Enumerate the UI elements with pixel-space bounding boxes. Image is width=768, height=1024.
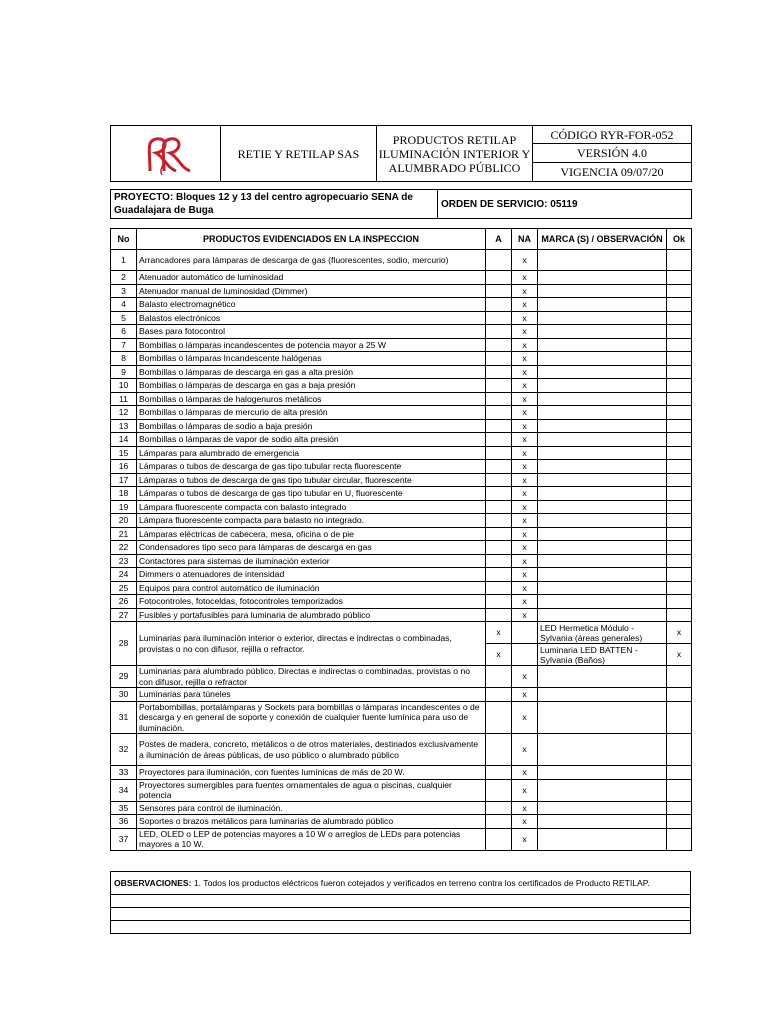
brand-observation (538, 595, 667, 609)
table-row (111, 419, 692, 433)
row-description: Atenuador automático de luminosidad (137, 271, 486, 285)
brand-observation (538, 311, 667, 325)
mark-a (486, 392, 512, 406)
header-ok: Ok (667, 229, 692, 250)
row-description: Bombillas o lámparas de mercurio de alta presión (137, 406, 486, 420)
row-number: 23 (111, 554, 137, 568)
brand-observation (538, 365, 667, 379)
mark-a: x (486, 644, 512, 666)
mark-a (486, 298, 512, 312)
mark-a (486, 608, 512, 622)
row-description: Lámparas o tubos de descarga de gas tipo tubular circular, fluorescente (137, 473, 486, 487)
row-number: 29 (111, 666, 137, 688)
brand-observation (538, 608, 667, 622)
brand-observation (538, 419, 667, 433)
row-number: 34 (111, 779, 137, 801)
observations-blank-line (111, 921, 691, 934)
document-code: CÓDIGO RYR-FOR-052 (533, 126, 692, 144)
observations-line (111, 872, 691, 895)
row-description: LED, OLED o LEP de potencias mayores a 10 W o arreglos de LEDs para potencias mayores a 10 W. (137, 828, 486, 850)
table-row (111, 325, 692, 339)
row-description: Fusibles y portafusibles para luminaria de alumbrado público (137, 608, 486, 622)
mark-na (512, 622, 538, 644)
mark-na: x (512, 815, 538, 829)
mark-a (486, 500, 512, 514)
mark-ok (667, 666, 692, 688)
table-row (111, 392, 692, 406)
mark-a (486, 473, 512, 487)
row-description: Condensadores tipo seco para lámparas de descarga en gas (137, 541, 486, 555)
mark-na: x (512, 460, 538, 474)
row-description: Lámpara fluorescente compacta con balasto integrado (137, 500, 486, 514)
table-row (111, 581, 692, 595)
mark-ok (667, 581, 692, 595)
row-number: 33 (111, 766, 137, 780)
mark-ok (667, 271, 692, 285)
header-products: PRODUCTOS EVIDENCIADOS EN LA INSPECCION (137, 229, 486, 250)
mark-ok (667, 298, 692, 312)
brand-observation (538, 487, 667, 501)
row-number: 28 (111, 622, 137, 666)
row-number: 4 (111, 298, 137, 312)
row-description: Sensores para control de iluminación. (137, 801, 486, 815)
mark-ok (667, 392, 692, 406)
table-row (111, 433, 692, 447)
mark-a (486, 766, 512, 780)
brand-observation (538, 250, 667, 271)
brand-observation (538, 734, 667, 766)
table-row (111, 500, 692, 514)
mark-na: x (512, 527, 538, 541)
table-row (111, 446, 692, 460)
mark-na: x (512, 433, 538, 447)
table-row (111, 352, 692, 366)
mark-na: x (512, 250, 538, 271)
row-number: 19 (111, 500, 137, 514)
table-row (111, 815, 692, 829)
brand-observation (538, 568, 667, 582)
mark-a (486, 688, 512, 702)
mark-ok: x (667, 644, 692, 666)
brand-observation (538, 766, 667, 780)
mark-a (486, 406, 512, 420)
brand-observation (538, 779, 667, 801)
document-validity: VIGENCIA 09/07/20 (533, 163, 692, 182)
brand-observation (538, 581, 667, 595)
brand-observation (538, 473, 667, 487)
mark-ok (667, 568, 692, 582)
mark-a (486, 446, 512, 460)
mark-na: x (512, 581, 538, 595)
mark-na: x (512, 541, 538, 555)
brand-observation (538, 500, 667, 514)
table-header-row (111, 229, 692, 250)
mark-na: x (512, 406, 538, 420)
row-description: Bombillas o lámparas de descarga en gas a alta presión (137, 365, 486, 379)
mark-ok (667, 338, 692, 352)
document-title: PRODUCTOS RETILAP ILUMINACIÓN INTERIOR Y ALUMBRADO PÚBLICO (377, 126, 533, 182)
mark-na: x (512, 608, 538, 622)
brand-observation (538, 801, 667, 815)
mark-na: x (512, 446, 538, 460)
row-number: 17 (111, 473, 137, 487)
row-description: Contactores para sistemas de iluminación exterior (137, 554, 486, 568)
table-row (111, 460, 692, 474)
row-number: 9 (111, 365, 137, 379)
row-description: Bombillas o lámparas de vapor de sodio alta presión (137, 433, 486, 447)
mark-ok (667, 815, 692, 829)
row-description: Portabombillas, portalámparas y Sockets para bombillas o lámparas incandescentes o de descarga y en general de soporte y conexión de cualquier fuente lumínica para uso de iluminación. (137, 701, 486, 734)
mark-na: x (512, 419, 538, 433)
rr-logo-icon (136, 131, 196, 177)
mark-a (486, 734, 512, 766)
mark-na (512, 644, 538, 666)
row-description: Bombillas o lámparas Incandescente halógenas (137, 352, 486, 366)
row-description: Luminarias para iluminación interior o exterior, directas e indirectas o combinadas, provistas o no con difusor, rejilla o refractor. (137, 622, 486, 666)
mark-ok (667, 734, 692, 766)
row-number: 25 (111, 581, 137, 595)
row-description: Soportes o brazos metálicos para luminarias de alumbrado público (137, 815, 486, 829)
row-number: 24 (111, 568, 137, 582)
observations-blank-line (111, 895, 691, 908)
table-row (111, 250, 692, 271)
table-row (111, 406, 692, 420)
table-row (111, 766, 692, 780)
row-description: Bombillas o lámparas de halogenuros metálicos (137, 392, 486, 406)
brand-observation (538, 379, 667, 393)
row-number: 11 (111, 392, 137, 406)
mark-a (486, 554, 512, 568)
table-row (111, 473, 692, 487)
row-number: 12 (111, 406, 137, 420)
brand-observation (538, 688, 667, 702)
mark-a (486, 352, 512, 366)
mark-ok (667, 541, 692, 555)
mark-na: x (512, 595, 538, 609)
company-logo (111, 126, 221, 182)
mark-na: x (512, 554, 538, 568)
row-number: 6 (111, 325, 137, 339)
mark-ok (667, 828, 692, 850)
project-info (110, 189, 692, 219)
mark-a (486, 433, 512, 447)
mark-a (486, 701, 512, 734)
table-row (111, 514, 692, 528)
mark-ok (667, 779, 692, 801)
mark-na: x (512, 284, 538, 298)
row-number: 36 (111, 815, 137, 829)
row-number: 3 (111, 284, 137, 298)
brand-observation (538, 446, 667, 460)
row-description: Postes de madera, concreto, metálicos o de otros materiales, destinados exclusivamente a iluminación de áreas públicas, de uso público o alumbrado público (137, 734, 486, 766)
brand-observation (538, 325, 667, 339)
mark-na: x (512, 392, 538, 406)
table-row (111, 379, 692, 393)
mark-ok (667, 406, 692, 420)
row-description: Balasto electromagnético (137, 298, 486, 312)
table-row (111, 568, 692, 582)
header-na: NA (512, 229, 538, 250)
brand-observation: LED Hermetica Módulo - Sylvania (áreas generales) (538, 622, 667, 644)
table-row (111, 271, 692, 285)
mark-ok (667, 460, 692, 474)
row-number: 27 (111, 608, 137, 622)
row-description: Lámparas o tubos de descarga de gas tipo tubular en U, fluorescente (137, 487, 486, 501)
mark-na: x (512, 271, 538, 285)
table-row (111, 365, 692, 379)
row-description: Dimmers o atenuadores de intensidad (137, 568, 486, 582)
mark-ok (667, 433, 692, 447)
table-row (111, 595, 692, 609)
mark-na: x (512, 779, 538, 801)
header-no: No (111, 229, 137, 250)
mark-na: x (512, 487, 538, 501)
observations-label: OBSERVACIONES: (114, 878, 192, 888)
observations-box (110, 871, 691, 934)
mark-na: x (512, 298, 538, 312)
mark-a (486, 541, 512, 555)
mark-ok (667, 419, 692, 433)
brand-observation (538, 527, 667, 541)
mark-a (486, 460, 512, 474)
header-a: A (486, 229, 512, 250)
mark-a (486, 271, 512, 285)
row-description: Bombillas o lámparas incandescentes de potencia mayor a 25 W (137, 338, 486, 352)
row-description: Proyectores sumergibles para fuentes ornamentales de agua o piscinas, cualquier potencia (137, 779, 486, 801)
mark-na: x (512, 500, 538, 514)
table-row (111, 338, 692, 352)
mark-ok (667, 379, 692, 393)
row-number: 21 (111, 527, 137, 541)
table-row (111, 688, 692, 702)
table-row (111, 734, 692, 766)
mark-ok (667, 527, 692, 541)
mark-ok (667, 608, 692, 622)
table-row (111, 828, 692, 850)
brand-observation (538, 828, 667, 850)
mark-na: x (512, 325, 538, 339)
row-number: 30 (111, 688, 137, 702)
table-row (111, 779, 692, 801)
mark-a (486, 379, 512, 393)
table-row (111, 554, 692, 568)
row-description: Bases para fotocontrol (137, 325, 486, 339)
row-description: Arrancadores para lámparas de descarga de gas (fluorescentes, sodio, mercurio) (137, 250, 486, 271)
mark-a (486, 325, 512, 339)
mark-a (486, 666, 512, 688)
mark-ok (667, 688, 692, 702)
brand-observation (538, 352, 667, 366)
mark-ok (667, 595, 692, 609)
table-row (111, 801, 692, 815)
service-order: ORDEN DE SERVICIO: 05119 (438, 190, 692, 219)
row-description: Lámparas para alumbrado de emergencia (137, 446, 486, 460)
row-number: 26 (111, 595, 137, 609)
brand-observation: Luminaria LED BATTEN - Sylvania (Baños) (538, 644, 667, 666)
row-number: 22 (111, 541, 137, 555)
mark-ok (667, 284, 692, 298)
table-row (111, 666, 692, 688)
mark-a (486, 487, 512, 501)
observations-blank-line (111, 908, 691, 921)
row-description: Lámparas o tubos de descarga de gas tipo tubular recta fluorescente (137, 460, 486, 474)
brand-observation (538, 406, 667, 420)
products-table (110, 228, 692, 851)
table-row (111, 541, 692, 555)
table-row (111, 284, 692, 298)
mark-na: x (512, 701, 538, 734)
mark-na: x (512, 828, 538, 850)
mark-a (486, 365, 512, 379)
mark-a (486, 419, 512, 433)
mark-ok (667, 352, 692, 366)
row-description: Bombillas o lámparas de sodio a baja presión (137, 419, 486, 433)
brand-observation (538, 541, 667, 555)
mark-a (486, 815, 512, 829)
mark-a (486, 527, 512, 541)
mark-a (486, 828, 512, 850)
document-header (110, 125, 692, 182)
row-number: 14 (111, 433, 137, 447)
table-row (111, 701, 692, 734)
row-description: Proyectores para iluminación, con fuentes lumínicas de más de 20 W. (137, 766, 486, 780)
mark-na: x (512, 568, 538, 582)
mark-na: x (512, 688, 538, 702)
brand-observation (538, 284, 667, 298)
brand-observation (538, 338, 667, 352)
row-description: Equipos para control automático de iluminación (137, 581, 486, 595)
row-number: 18 (111, 487, 137, 501)
mark-na: x (512, 352, 538, 366)
mark-na: x (512, 666, 538, 688)
mark-na: x (512, 473, 538, 487)
project-label: PROYECTO: Bloques 12 y 13 del centro agropecuario SENA de Guadalajara de Buga (111, 190, 438, 219)
observations-text: 1. Todos los productos eléctricos fueron cotejados y verificados en terreno contra los certificados de Producto RETILAP. (193, 878, 650, 888)
row-number: 10 (111, 379, 137, 393)
row-number: 15 (111, 446, 137, 460)
mark-na: x (512, 734, 538, 766)
mark-a (486, 338, 512, 352)
mark-na: x (512, 338, 538, 352)
row-number: 1 (111, 250, 137, 271)
brand-observation (538, 460, 667, 474)
mark-ok (667, 500, 692, 514)
mark-ok (667, 487, 692, 501)
brand-observation (538, 554, 667, 568)
mark-na: x (512, 801, 538, 815)
row-description: Atenuador manual de luminosidad (Dimmer) (137, 284, 486, 298)
mark-ok (667, 554, 692, 568)
table-row (111, 527, 692, 541)
mark-ok (667, 311, 692, 325)
mark-ok (667, 446, 692, 460)
row-number: 2 (111, 271, 137, 285)
mark-a (486, 595, 512, 609)
row-description: Lámpara fluorescente compacta para balasto no integrado. (137, 514, 486, 528)
row-number: 31 (111, 701, 137, 734)
table-row (111, 622, 692, 644)
row-description: Lámparas eléctricas de cabecera, mesa, oficina o de pie (137, 527, 486, 541)
brand-observation (538, 666, 667, 688)
mark-a (486, 581, 512, 595)
mark-a (486, 514, 512, 528)
document-version: VERSIÓN 4.0 (533, 144, 692, 163)
company-name: RETIE Y RETILAP SAS (221, 126, 377, 182)
row-number: 32 (111, 734, 137, 766)
mark-a: x (486, 622, 512, 644)
mark-ok (667, 250, 692, 271)
row-number: 7 (111, 338, 137, 352)
brand-observation (538, 514, 667, 528)
row-number: 37 (111, 828, 137, 850)
brand-observation (538, 701, 667, 734)
mark-ok (667, 801, 692, 815)
row-description: Bombillas o lámparas de descarga en gas a baja presión (137, 379, 486, 393)
mark-na: x (512, 766, 538, 780)
row-description: Luminarias para alumbrado público. Directas e indirectas o combinadas, provistas o no con difusor, rejilla o refractor (137, 666, 486, 688)
table-row (111, 487, 692, 501)
mark-na: x (512, 365, 538, 379)
row-number: 13 (111, 419, 137, 433)
mark-a (486, 250, 512, 271)
mark-ok (667, 473, 692, 487)
brand-observation (538, 271, 667, 285)
mark-ok (667, 514, 692, 528)
mark-ok (667, 365, 692, 379)
row-number: 16 (111, 460, 137, 474)
mark-a (486, 284, 512, 298)
mark-a (486, 311, 512, 325)
mark-a (486, 779, 512, 801)
mark-ok (667, 766, 692, 780)
mark-a (486, 568, 512, 582)
brand-observation (538, 392, 667, 406)
mark-ok (667, 701, 692, 734)
mark-na: x (512, 514, 538, 528)
row-number: 5 (111, 311, 137, 325)
table-row (111, 608, 692, 622)
row-description: Balastos electrónicos (137, 311, 486, 325)
header-brand: MARCA (S) / OBSERVACIÓN (538, 229, 667, 250)
row-description: Luminarias para túneles (137, 688, 486, 702)
brand-observation (538, 815, 667, 829)
mark-a (486, 801, 512, 815)
brand-observation (538, 298, 667, 312)
row-number: 8 (111, 352, 137, 366)
mark-na: x (512, 311, 538, 325)
row-description: Fotocontroles, fotoceldas, fotocontroles temporizados (137, 595, 486, 609)
mark-ok (667, 325, 692, 339)
table-row (111, 311, 692, 325)
brand-observation (538, 433, 667, 447)
mark-ok: x (667, 622, 692, 644)
table-row (111, 298, 692, 312)
row-number: 20 (111, 514, 137, 528)
mark-na: x (512, 379, 538, 393)
row-number: 35 (111, 801, 137, 815)
